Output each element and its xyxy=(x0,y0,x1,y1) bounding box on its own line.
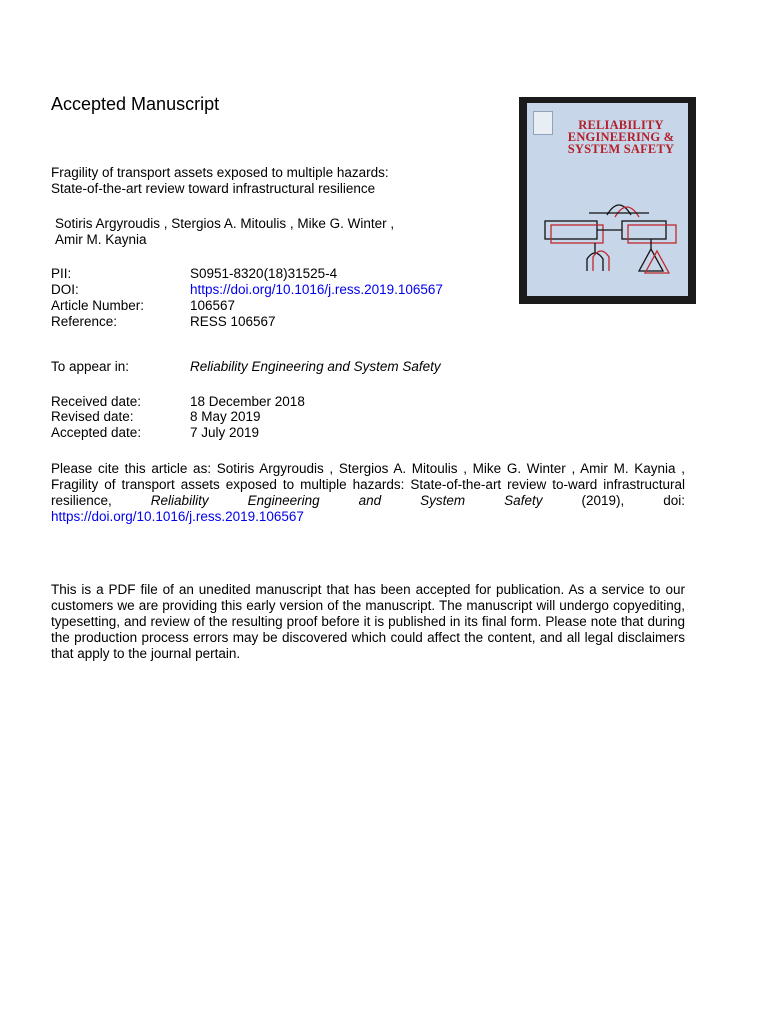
citation-doi-link[interactable]: https://doi.org/10.1016/j.ress.2019.106567 xyxy=(51,509,304,524)
pii-label: PII: xyxy=(51,266,72,281)
page-heading: Accepted Manuscript xyxy=(51,94,220,114)
reference-label: Reference: xyxy=(51,314,118,329)
doi-label: DOI: xyxy=(51,282,79,297)
cover-triangle-black xyxy=(639,249,663,271)
authors-line-2: Amir M. Kaynia xyxy=(55,232,147,247)
reference-value: RESS 106567 xyxy=(190,314,276,329)
journal-cover-panel xyxy=(527,103,688,296)
article-number-value: 106567 xyxy=(190,298,236,313)
received-value: 18 December 2018 xyxy=(190,394,305,409)
cover-box-red-left xyxy=(551,225,603,243)
received-label: Received date: xyxy=(51,394,142,409)
accepted-value: 7 July 2019 xyxy=(190,425,260,440)
cover-diagram-icon xyxy=(527,103,688,296)
appear-journal: Reliability Engineering and System Safety xyxy=(190,359,441,374)
revised-value: 8 May 2019 xyxy=(190,409,261,424)
journal-cover xyxy=(519,97,696,304)
article-number-label: Article Number: xyxy=(51,298,145,313)
cover-box-red-right xyxy=(628,225,676,243)
citation-year: (2019), doi: xyxy=(542,493,686,508)
cover-arch-red xyxy=(593,251,609,271)
appear-label: To appear in: xyxy=(51,359,130,374)
cover-arch-black xyxy=(587,253,603,271)
pii-value: S0951-8320(18)31525-4 xyxy=(190,266,338,281)
article-title-line-1: Fragility of transport assets exposed to multiple hazards: xyxy=(51,165,389,180)
doi-link[interactable]: https://doi.org/10.1016/j.ress.2019.106567 xyxy=(190,282,443,297)
manuscript-notice: This is a PDF file of an unedited manuscript that has been accepted for publication. As a service to our customers we are providing this early version of the manuscript. The manuscript will undergo copyediting, typesetting, and review of the resulting proof before it is published in its final form. Please note that during the production process errors may be discovered which could affect the content, and all legal disclaimers that apply to the journal pertain. xyxy=(51,582,685,661)
revised-label: Revised date: xyxy=(51,409,134,424)
authors-line-1: Sotiris Argyroudis , Stergios A. Mitoulis , Mike G. Winter , xyxy=(55,216,395,231)
accepted-label: Accepted date: xyxy=(51,425,142,440)
article-title-line-2: State-of-the-art review toward infrastructural resilience xyxy=(51,181,376,196)
article-authors xyxy=(55,216,394,248)
cover-box-black-left xyxy=(545,221,597,239)
citation-paragraph xyxy=(51,461,685,525)
citation-text: Please cite this article as: Sotiris Argyroudis , Stergios A. Mitoulis , Mike G. Winter , Amir M. Kaynia , Fragility of transport assets exposed to multiple hazards: State-of-the-art review to-ward infrastructural resilience, xyxy=(51,461,685,508)
citation-journal: Reliability Engineering and System Safety xyxy=(150,493,543,508)
article-title xyxy=(51,165,389,197)
cover-journal-title: RELIABILITY ENGINEERING & SYSTEM SAFETY xyxy=(567,118,675,156)
